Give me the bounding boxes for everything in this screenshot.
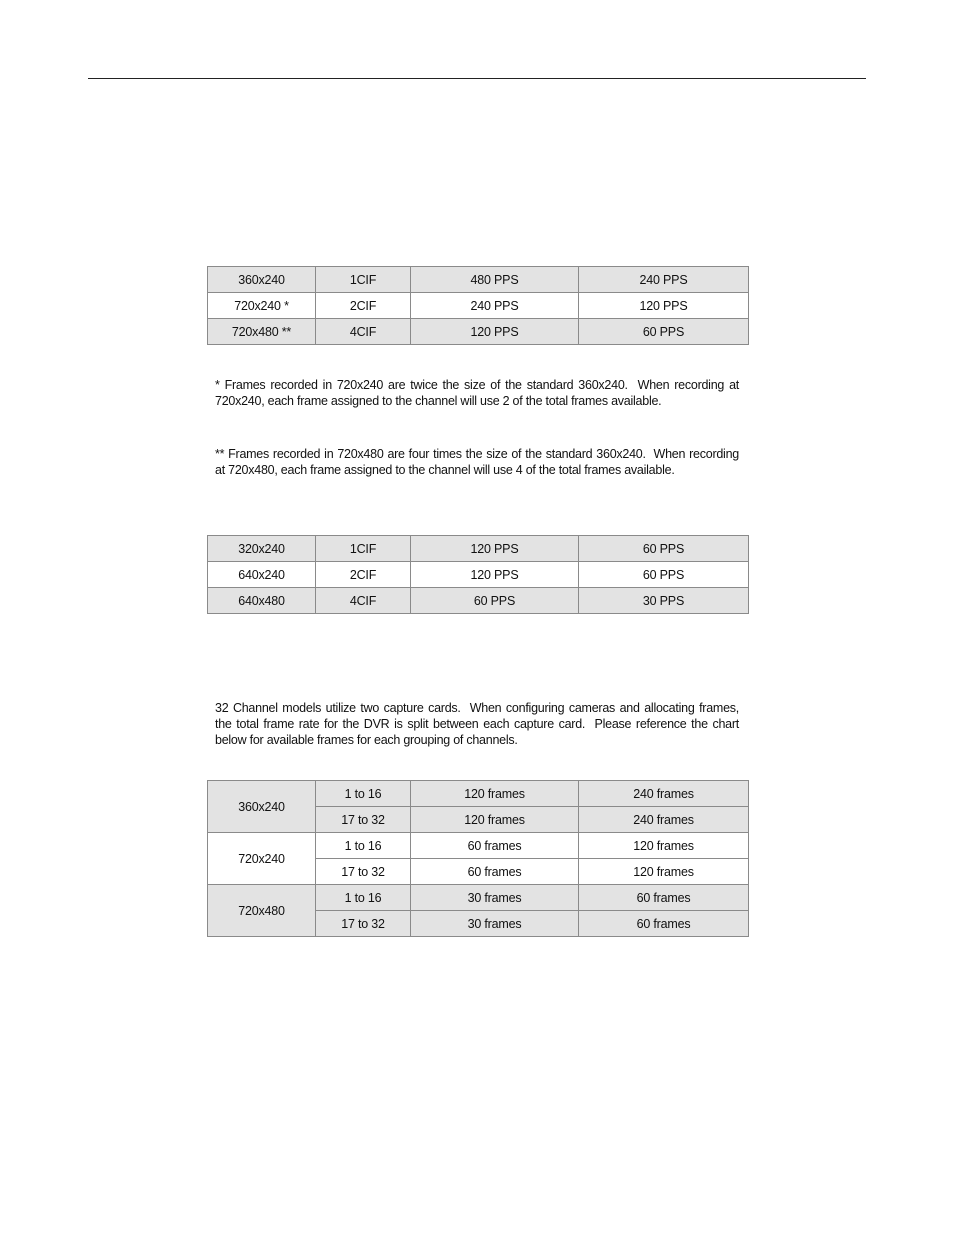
frames-cell: 120 frames [411, 781, 579, 807]
format-cell: 1CIF [316, 536, 411, 562]
table-row [208, 588, 749, 614]
table-row [208, 319, 749, 345]
footnote-720x480: ** Frames recorded in 720x480 are four times the size of the standard 360x240. When recording at 720x480, each frame assigned to the channel will use 4 of the total frames available. [215, 447, 743, 477]
resolution-cell: 320x240 [208, 536, 316, 562]
header-rule [88, 78, 866, 79]
resolution-cell: 720x480 ** [208, 319, 316, 345]
rate-cell: 30 PPS [579, 588, 749, 614]
table-row [208, 536, 749, 562]
frames-cell: 60 frames [579, 911, 749, 937]
frame-rate-table-16ch [207, 266, 749, 345]
format-cell: 4CIF [316, 319, 411, 345]
table-row [208, 562, 749, 588]
rate-cell: 120 PPS [411, 562, 579, 588]
rate-cell: 240 PPS [579, 267, 749, 293]
rate-cell: 60 PPS [579, 319, 749, 345]
format-cell: 2CIF [316, 562, 411, 588]
rate-cell: 240 PPS [411, 293, 579, 319]
channel-range-cell: 17 to 32 [316, 911, 411, 937]
rate-cell: 120 PPS [579, 293, 749, 319]
resolution-cell: 640x480 [208, 588, 316, 614]
table-row [208, 267, 749, 293]
frames-cell: 120 frames [579, 859, 749, 885]
frames-cell: 60 frames [579, 885, 749, 911]
frames-cell: 240 frames [579, 807, 749, 833]
frames-cell: 30 frames [411, 885, 579, 911]
table-row [208, 781, 749, 807]
format-cell: 4CIF [316, 588, 411, 614]
resolution-cell: 640x240 [208, 562, 316, 588]
capture-card-note: 32 Channel models utilize two capture cards. When configuring cameras and allocating frames, the total frame rate for the DVR is split between each capture card. Please reference the chart below for available frames for each grouping of channels. [215, 701, 743, 747]
channel-range-cell: 1 to 16 [316, 885, 411, 911]
frames-cell: 120 frames [411, 807, 579, 833]
frames-cell: 120 frames [579, 833, 749, 859]
frames-cell: 240 frames [579, 781, 749, 807]
footnote-720x240: * Frames recorded in 720x240 are twice the size of the standard 360x240. When recording at 720x240, each frame assigned to the channel will use 2 of the total frames available. [215, 378, 743, 408]
rate-cell: 120 PPS [411, 536, 579, 562]
channel-range-cell: 1 to 16 [316, 833, 411, 859]
resolution-cell: 720x480 [208, 885, 316, 937]
channel-range-cell: 17 to 32 [316, 807, 411, 833]
frames-cell: 60 frames [411, 833, 579, 859]
format-cell: 2CIF [316, 293, 411, 319]
frames-cell: 60 frames [411, 859, 579, 885]
rate-cell: 480 PPS [411, 267, 579, 293]
resolution-cell: 720x240 * [208, 293, 316, 319]
table-row [208, 885, 749, 911]
table-row [208, 833, 749, 859]
channel-range-cell: 17 to 32 [316, 859, 411, 885]
rate-cell: 120 PPS [411, 319, 579, 345]
rate-cell: 60 PPS [579, 562, 749, 588]
channel-range-cell: 1 to 16 [316, 781, 411, 807]
frame-rate-table-alt [207, 535, 749, 614]
table-row [208, 293, 749, 319]
resolution-cell: 720x240 [208, 833, 316, 885]
channel-group-frames-table [207, 780, 749, 937]
frames-cell: 30 frames [411, 911, 579, 937]
resolution-cell: 360x240 [208, 267, 316, 293]
resolution-cell: 360x240 [208, 781, 316, 833]
format-cell: 1CIF [316, 267, 411, 293]
rate-cell: 60 PPS [411, 588, 579, 614]
rate-cell: 60 PPS [579, 536, 749, 562]
